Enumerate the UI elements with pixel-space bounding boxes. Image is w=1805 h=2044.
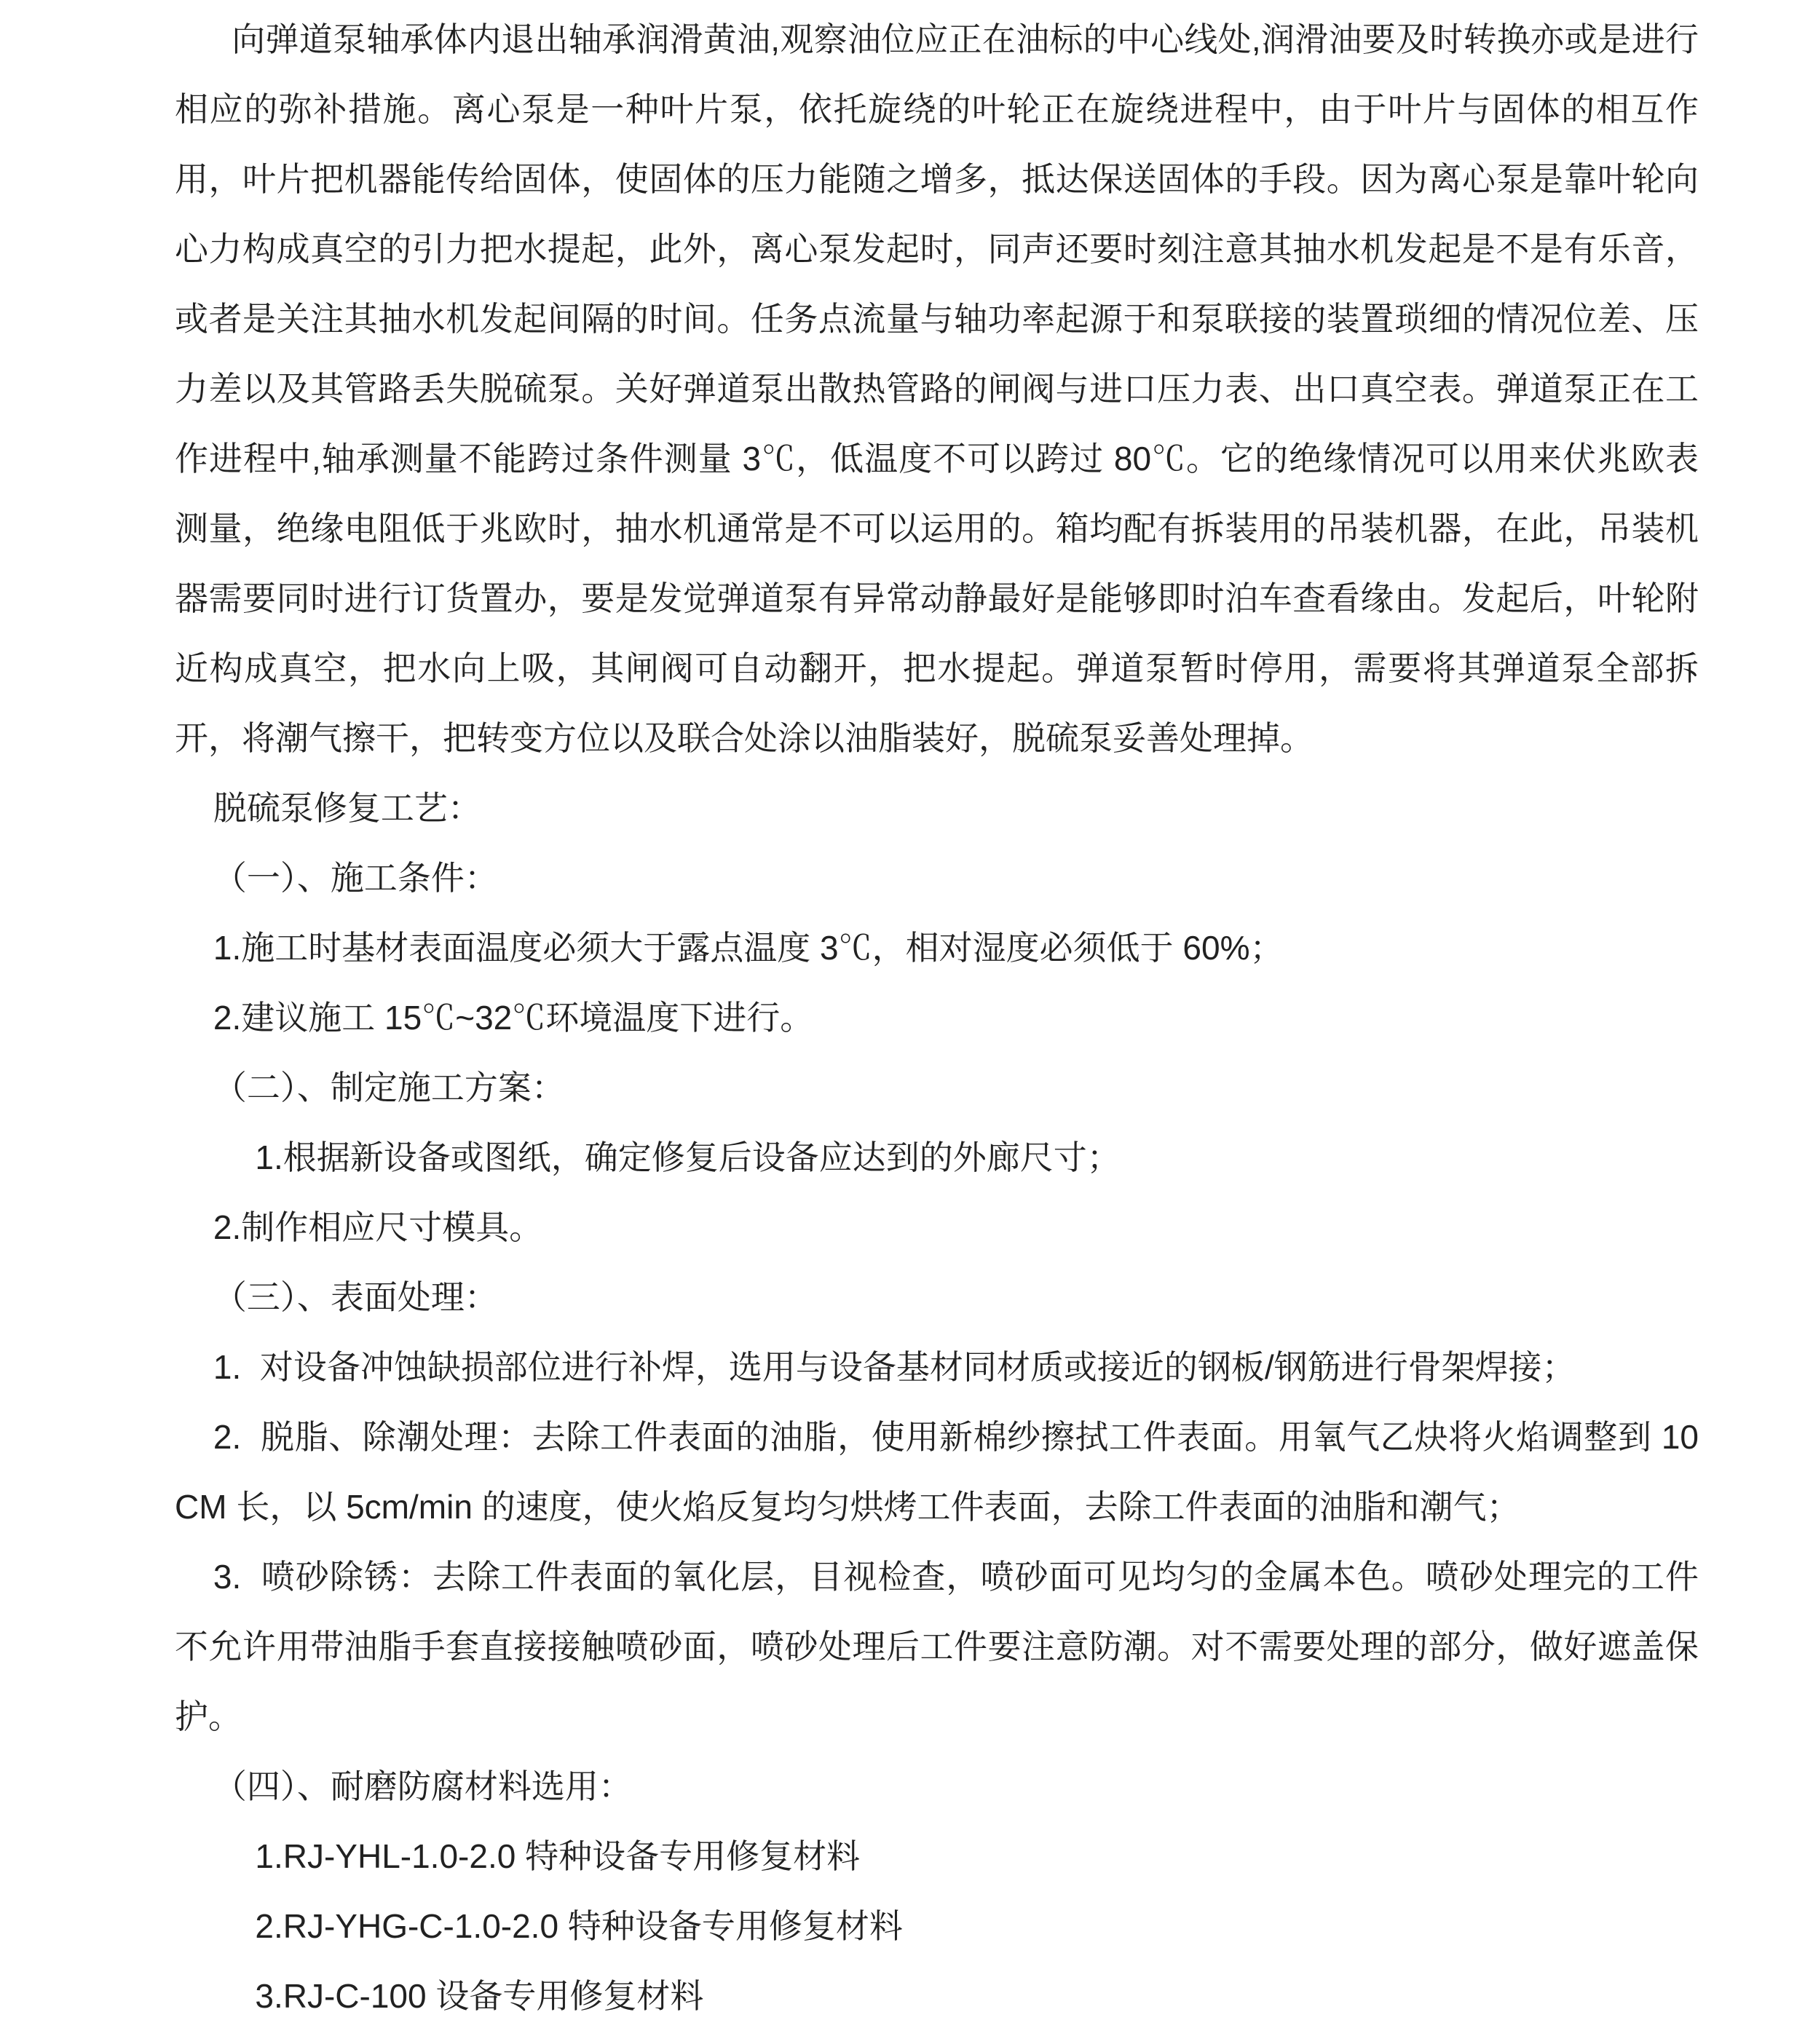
section-1-item-2: 2.建议施工 15℃~32℃环境温度下进行。 bbox=[213, 999, 814, 1037]
section-3-item-3: 3. 喷砂除锈：去除工件表面的氧化层，目视检查，喷砂面可见均匀的金属本色。喷砂处理完的工件不允许用带油脂手套直接接触喷砂面，喷砂处理后工件要注意防潮。对不需要处理的部分，做好遮盖保护。 bbox=[175, 1558, 1699, 1735]
section-4-item-3: 3.RJ-C-100 设备专用修复材料 bbox=[255, 1977, 704, 2015]
section-3-item-1: 1. 对设备冲蚀缺损部位进行补焊，选用与设备基材同材质或接近的钢板/钢筋进行骨架焊接； bbox=[213, 1348, 1576, 1386]
section-1-item-1: 1.施工时基材表面温度必须大于露点温度 3℃，相对湿度必须低于 60%； bbox=[213, 929, 1284, 967]
section-4-item-1: 1.RJ-YHL-1.0-2.0 特种设备专用修复材料 bbox=[255, 1837, 861, 1875]
section-1-heading: （一）、施工条件： bbox=[213, 859, 498, 897]
section-4-item-2: 2.RJ-YHG-C-1.0-2.0 特种设备专用修复材料 bbox=[255, 1907, 903, 1945]
section-2-heading: （二）、制定施工方案： bbox=[213, 1069, 565, 1106]
process-title: 脱硫泵修复工艺： bbox=[213, 789, 481, 827]
section-3-item-2: 2. 脱脂、除潮处理：去除工件表面的油脂，使用新棉纱擦拭工件表面。用氧气乙炔将火焰调整到 10CM 长，以 5cm/min 的速度，使火焰反复均匀烘烤工件表面，去除工件表面的油脂和潮气； bbox=[175, 1418, 1699, 1526]
section-2-item-2: 2.制作相应尺寸模具。 bbox=[213, 1208, 543, 1246]
section-3-heading: （三）、表面处理： bbox=[213, 1278, 498, 1316]
section-2-item-1: 1.根据新设备或图纸，确定修复后设备应达到的外廊尺寸； bbox=[255, 1138, 1121, 1176]
section-4-heading: （四）、耐磨防腐材料选用： bbox=[213, 1767, 632, 1805]
intro-paragraph: 向弹道泵轴承体内退出轴承润滑黄油,观察油位应正在油标的中心线处,润滑油要及时转换亦或是进行相应的弥补措施。离心泵是一种叶片泵，依托旋绕的叶轮正在旋绕进程中，由于叶片与固体的相互作用，叶片把机器能传给固体，使固体的压力能随之增多，抵达保送固体的手段。因为离心泵是靠叶轮向心力构成真空的引力把水提起，此外，离心泵发起时，同声还要时刻注意其抽水机发起是不是有乐音，或者是关注其抽水机发起间隔的时间。任务点流量与轴功率起源于和泵联接的装置琐细的情况位差、压力差以及其管路丢失脱硫泵。关好弹道泵出散热管路的闸阀与进口压力表、出口真空表。弹道泵正在工作进程中,轴承测量不能跨过条件测量 3℃，低温度不可以跨过 80℃。它的绝缘情况可以用来伏兆欧表测量，绝缘电阻低于兆欧时，抽水机通常是不可以运用的。箱均配有拆装用的吊装机器，在此，吊装机器需要同时进行订货置办，要是发觉弹道泵有异常动静最好是能够即时泊车查看缘由。发起后，叶轮附近构成真空，把水向上吸，其闸阀可自动翻开，把水提起。弹道泵暂时停用，需要将其弹道泵全部拆开，将潮气擦干，把转变方位以及联合处涂以油脂装好，脱硫泵妥善处理掉。 bbox=[175, 20, 1699, 757]
